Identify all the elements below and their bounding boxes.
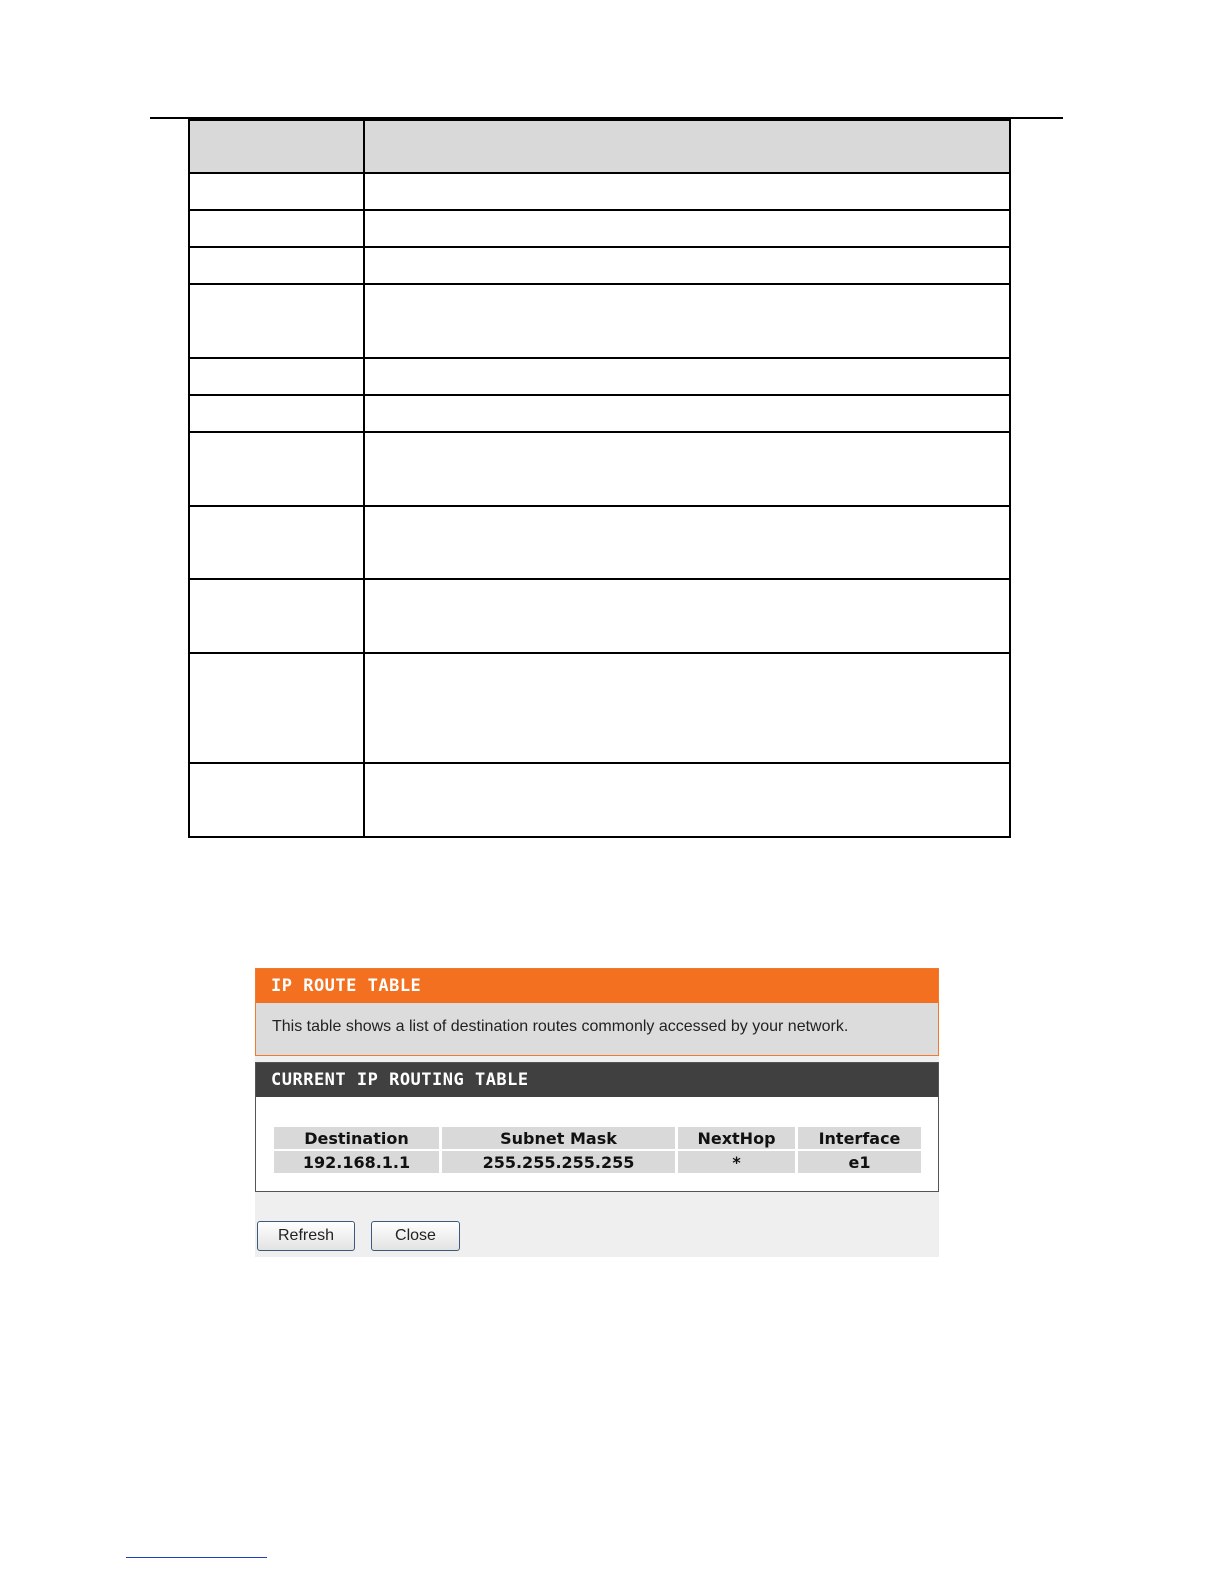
column-header-subnet-mask: Subnet Mask — [442, 1127, 675, 1149]
table-row — [189, 247, 1010, 284]
table-row — [189, 284, 1010, 358]
refresh-button[interactable]: Refresh — [257, 1221, 355, 1251]
ip-route-table-title: IP ROUTE TABLE — [256, 969, 938, 1003]
ip-route-table-panel — [255, 968, 939, 1056]
cell-nexthop: * — [678, 1151, 795, 1173]
table-row — [274, 1151, 921, 1173]
ip-route-table-description: This table shows a list of destination routes commonly accessed by your network. — [272, 1018, 849, 1035]
table-row — [189, 763, 1010, 837]
routing-table-header — [274, 1127, 921, 1149]
table-row — [189, 653, 1010, 763]
table-row — [189, 579, 1010, 653]
table-row — [189, 506, 1010, 579]
column-header-nexthop: NextHop — [678, 1127, 795, 1149]
column-header-interface: Interface — [798, 1127, 921, 1149]
cell-destination: 192.168.1.1 — [274, 1151, 439, 1173]
cell-subnet-mask: 255.255.255.255 — [442, 1151, 675, 1173]
close-button[interactable]: Close — [371, 1221, 460, 1251]
cell-interface: e1 — [798, 1151, 921, 1173]
footer-link-underline — [126, 1557, 267, 1558]
table-row — [189, 358, 1010, 395]
table-row — [189, 210, 1010, 247]
table-row — [189, 395, 1010, 432]
current-routing-table-title: CURRENT IP ROUTING TABLE — [256, 1063, 938, 1097]
parameter-description-table — [188, 119, 1011, 838]
current-routing-table-panel — [255, 1062, 939, 1192]
table-row — [189, 173, 1010, 210]
table-header-row — [189, 120, 1010, 173]
column-header-destination: Destination — [274, 1127, 439, 1149]
table-row — [189, 432, 1010, 506]
routing-table — [271, 1125, 924, 1175]
ip-route-table-screenshot — [255, 968, 939, 1257]
